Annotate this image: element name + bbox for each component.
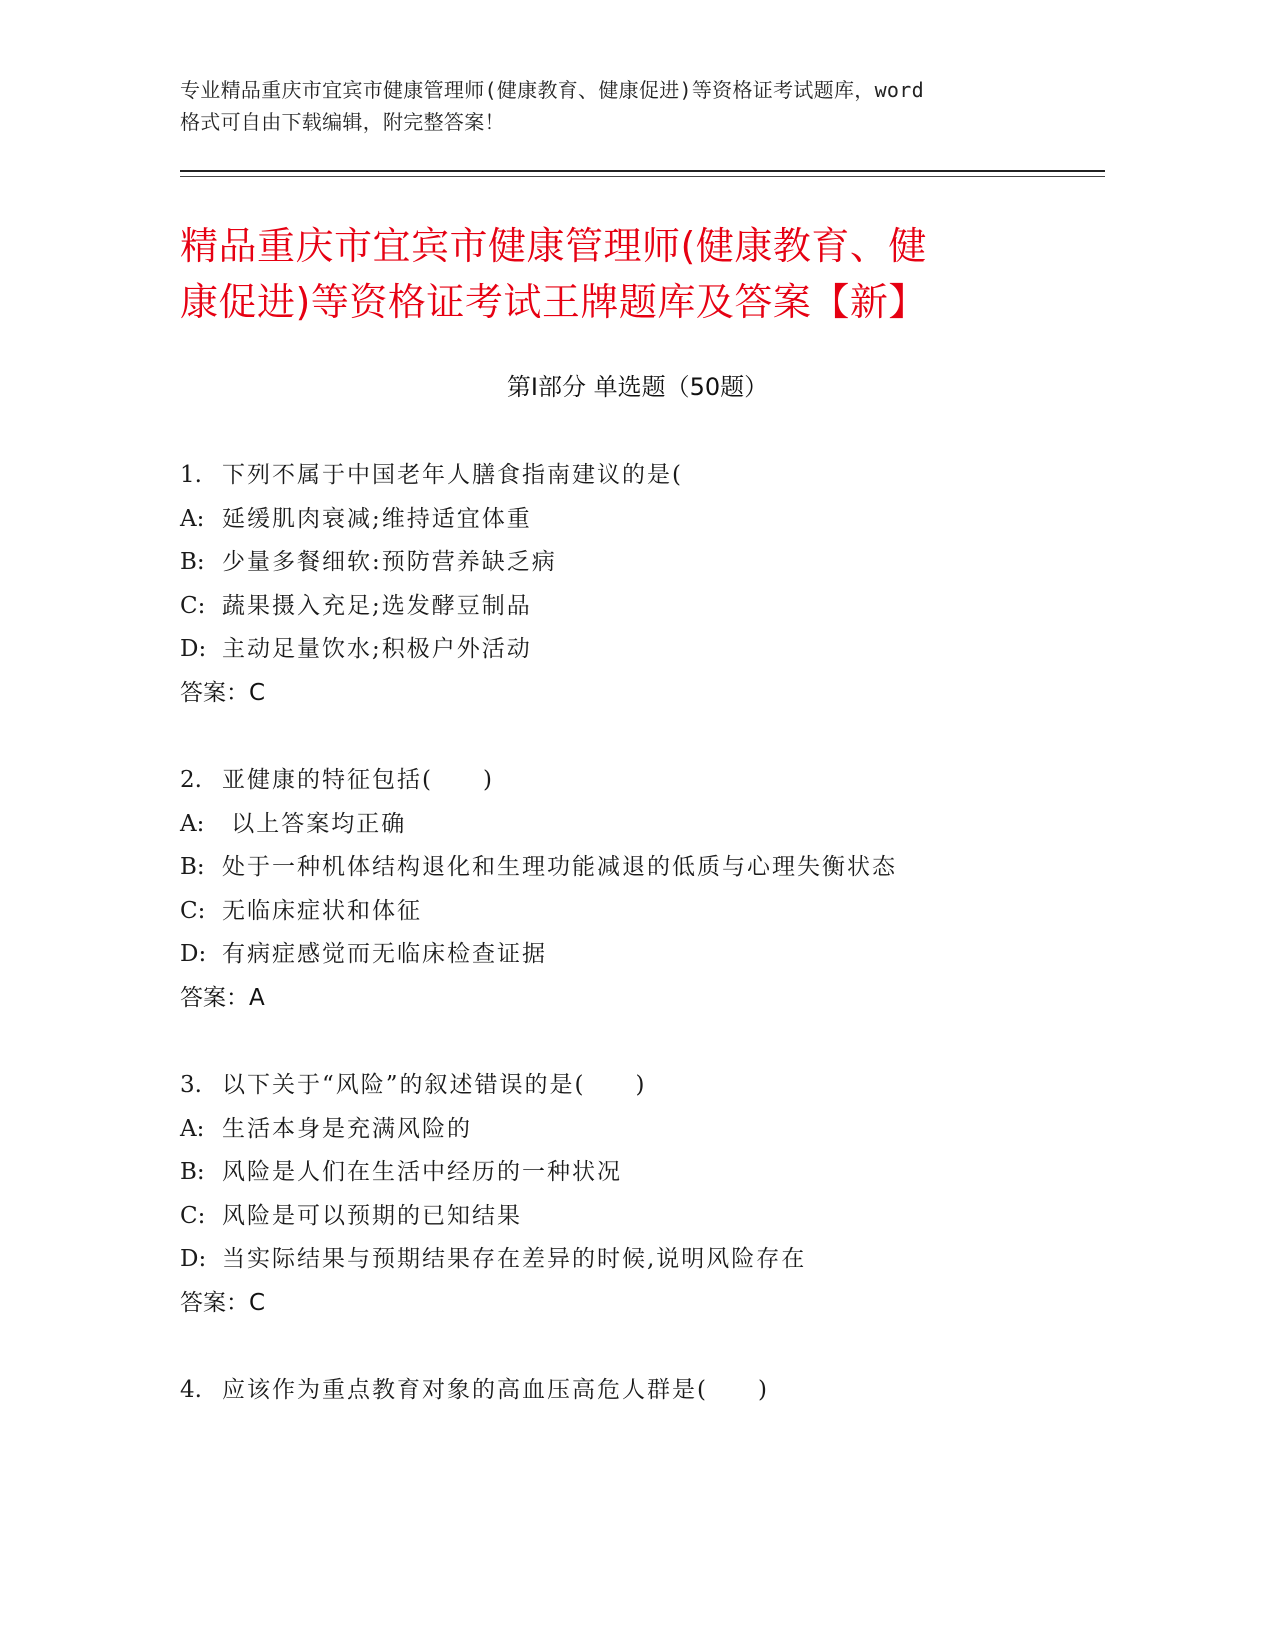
question-text: 以下关于“风险”的叙述错误的是( ) [222,1072,647,1098]
header-note [180,74,1060,138]
option-c [180,890,1080,934]
option-key: D: [180,941,207,968]
option-key: B: [180,1159,205,1186]
option-d [180,628,1080,672]
option-text: 风险是人们在生活中经历的一种状况 [222,1159,622,1186]
option-text: 当实际结果与预期结果存在差异的时候,说明风险存在 [222,1246,807,1273]
question-4 [180,1369,1080,1413]
option-key: A: [180,505,205,532]
option-text: 蔬果摄入充足;选发酵豆制品 [222,592,532,619]
question-3 [180,1064,1080,1326]
option-text: 有病症感觉而无临床检查证据 [222,941,547,968]
question-stem [180,759,1080,803]
question-number: 2. [180,767,202,793]
option-a [180,1108,1080,1152]
question-stem [180,1369,1080,1413]
header-note-line-1: 专业精品重庆市宜宾市健康管理师(健康教育、健康促进)等资格证考试题库，word [180,78,924,102]
option-key: D: [180,1246,207,1273]
option-key: C: [180,592,206,619]
option-key: A: [180,1115,205,1142]
option-text: 少量多餐细软:预防营养缺乏病 [222,549,557,576]
option-text: 无临床症状和体征 [222,897,422,924]
answer: 答案：C [180,1289,266,1316]
answer: 答案：C [180,679,266,706]
question-stem [180,454,1080,498]
option-d [180,1238,1080,1282]
option-key: B: [180,549,205,576]
option-key: B: [180,854,205,881]
question-text: 下列不属于中国老年人膳食指南建议的是( [222,462,683,488]
question-number: 3. [180,1072,202,1098]
option-d [180,933,1080,977]
option-text: 延缓肌肉衰减;维持适宜体重 [222,505,532,532]
document-title-line-2: 康促进)等资格证考试王牌题库及答案【新】 [180,280,927,324]
option-b [180,846,1080,890]
question-1 [180,454,1080,716]
header-note-line-2: 格式可自由下载编辑，附完整答案！ [180,110,505,134]
option-key: A: [180,810,205,837]
question-stem [180,1064,1080,1108]
option-key: D: [180,636,207,663]
option-text: 风险是可以预期的已知结果 [222,1202,522,1229]
question-number: 1. [180,462,202,488]
document-title [180,218,1080,330]
question-2 [180,759,1080,1021]
answer: 答案：A [180,984,265,1011]
document-title-line-1: 精品重庆市宜宾市健康管理师(健康教育、健 [180,224,927,268]
option-text: 处于一种机体结构退化和生理功能减退的低质与心理失衡状态 [222,854,897,881]
option-a [180,803,1080,847]
option-c [180,585,1080,629]
option-c [180,1195,1080,1239]
option-text: 生活本身是充满风险的 [222,1115,472,1142]
header-divider-thick [180,170,1105,172]
section-title: 第Ⅰ部分 单选题（50题） [506,373,769,401]
header-divider-thin [180,176,1105,177]
option-key: C: [180,1202,206,1229]
option-text: 以上答案均正确 [222,810,407,837]
option-b [180,541,1080,585]
option-key: C: [180,897,206,924]
question-text: 应该作为重点教育对象的高血压高危人群是( ) [222,1377,769,1403]
option-text: 主动足量饮水;积极户外活动 [222,636,532,663]
option-a [180,498,1080,542]
question-text: 亚健康的特征包括( ) [222,767,494,793]
option-b [180,1151,1080,1195]
question-number: 4. [180,1377,202,1403]
